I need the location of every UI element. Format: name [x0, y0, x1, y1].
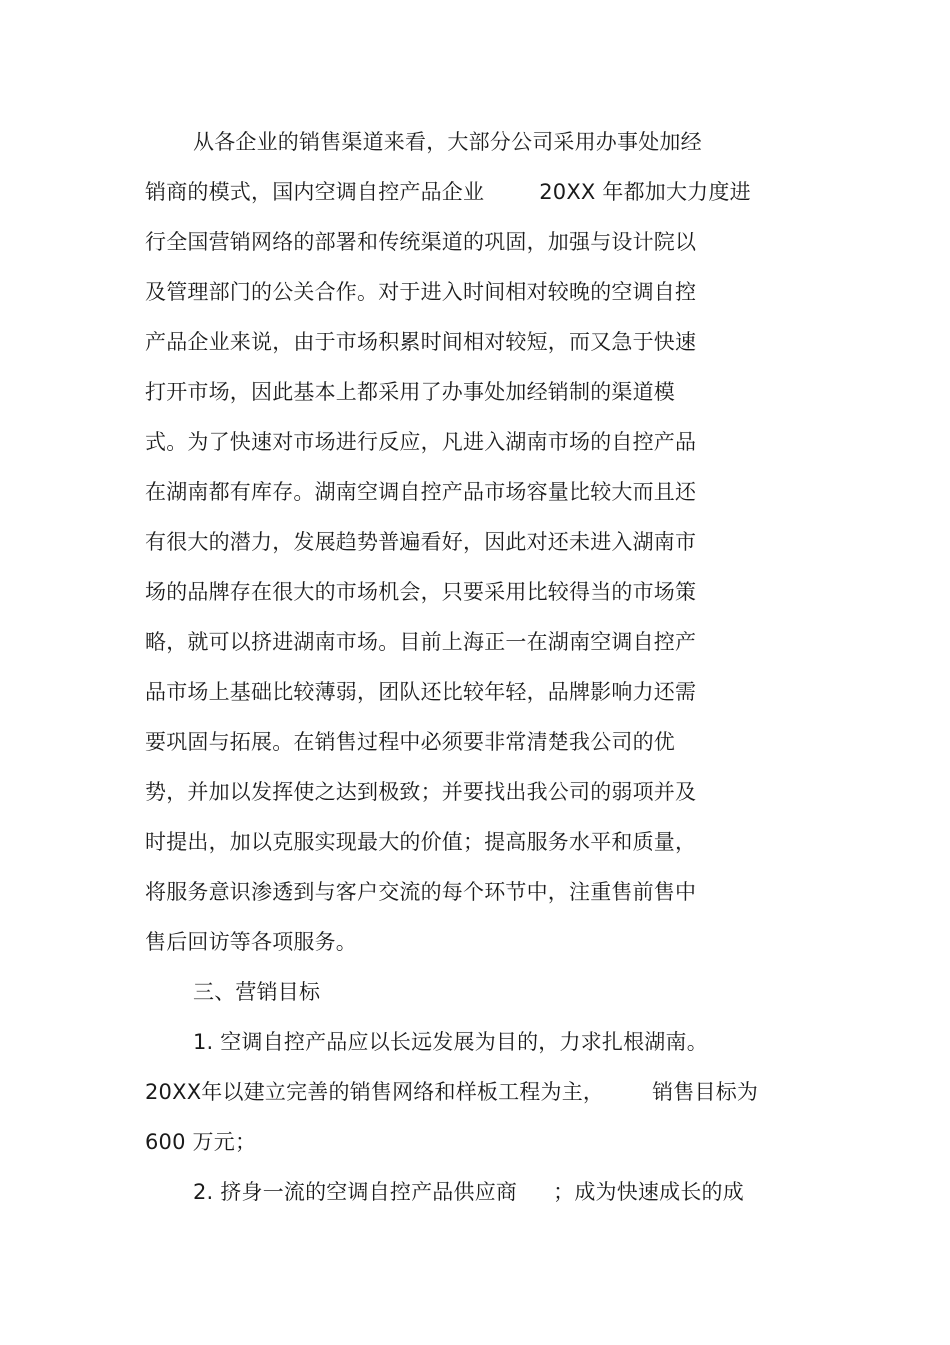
paragraph-line: 行全国营销网络的部署和传统渠道的巩固，加强与设计院以 [145, 230, 697, 254]
paragraph-line: 售后回访等各项服务。 [145, 930, 357, 954]
paragraph-line: 打开市场，因此基本上都采用了办事处加经销制的渠道模 [145, 380, 675, 404]
paragraph-line: 品市场上基础比较薄弱，团队还比较年轻，品牌影响力还需 [145, 680, 697, 704]
line-segment: 2. 挤身一流的空调自控产品供应商 [193, 1180, 518, 1204]
paragraph-line: 要巩固与拓展。在销售过程中必须要非常清楚我公司的优 [145, 730, 675, 754]
paragraph-line: 产品企业来说，由于市场积累时间相对较短，而又急于快速 [145, 330, 697, 354]
paragraph-line: 从各企业的销售渠道来看，大部分公司采用办事处加经 [193, 130, 702, 154]
paragraph-line: 势，并加以发挥使之达到极致；并要找出我公司的弱项并及 [145, 780, 697, 804]
paragraph-line: 1. 空调自控产品应以长远发展为目的，力求扎根湖南。 [193, 1030, 708, 1054]
paragraph-line: 600 万元； [145, 1130, 257, 1154]
paragraph-line: 时提出，加以克服实现最大的价值；提高服务水平和质量， [145, 830, 697, 854]
paragraph-line: 及管理部门的公关合作。对于进入时间相对较晚的空调自控 [145, 280, 697, 304]
paragraph-line [193, 1174, 744, 1210]
paragraph-line: 有很大的潜力，发展趋势普遍看好，因此对还未进入湖南市 [145, 530, 697, 554]
paragraph-line: 将服务意识渗透到与客户交流的每个环节中，注重售前售中 [145, 880, 697, 904]
paragraph-line: 式。为了快速对市场进行反应，凡进入湖南市场的自控产品 [145, 430, 697, 454]
line-segment: 20XX 年都加大力度进 [539, 180, 751, 204]
paragraph-line [145, 174, 751, 210]
line-segment: 20XX年以建立完善的销售网络和样板工程为主， [145, 1080, 605, 1104]
paragraph-line [145, 1074, 758, 1110]
paragraph-line: 在湖南都有库存。湖南空调自控产品市场容量比较大而且还 [145, 480, 697, 504]
line-segment: 销商的模式，国内空调自控产品企业 [145, 180, 485, 204]
section-heading: 三、营销目标 [193, 980, 321, 1004]
line-segment: ；成为快速成长的成 [553, 1180, 744, 1204]
paragraph-line: 场的品牌存在很大的市场机会，只要采用比较得当的市场策 [145, 580, 697, 604]
paragraph-line: 略，就可以挤进湖南市场。目前上海正一在湖南空调自控产 [145, 630, 697, 654]
line-segment: 销售目标为 [652, 1080, 759, 1104]
